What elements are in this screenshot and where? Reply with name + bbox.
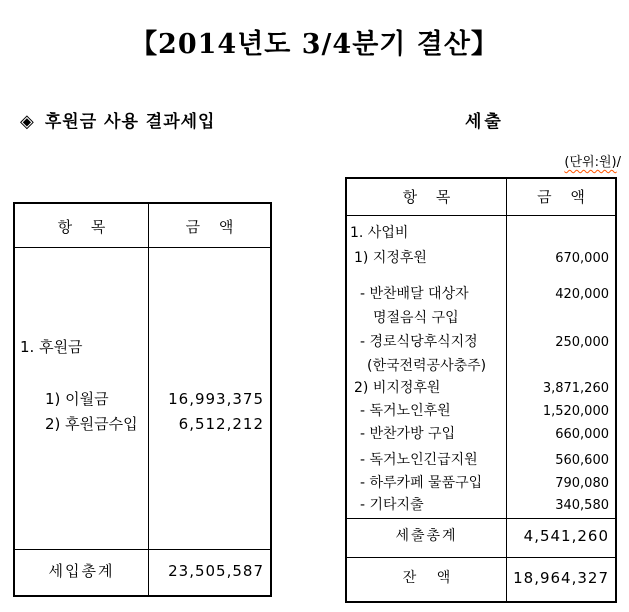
- expense-header-item: 항 목: [402, 188, 451, 206]
- unit-label-suffix: /: [616, 155, 621, 170]
- income-section-heading: [20, 107, 215, 132]
- income-header-item: 항 목: [57, 218, 106, 236]
- income-row-amount: 6,512,212: [178, 415, 264, 433]
- expense-header-amount: 금 액: [537, 188, 585, 206]
- expense-row-item: 1) 지정후원: [354, 250, 427, 266]
- expense-row-amount: 560,600: [555, 453, 609, 468]
- income-row-item: 1) 이월금: [45, 390, 109, 408]
- expense-column-divider: [506, 179, 507, 601]
- income-total-divider: [15, 549, 270, 550]
- expense-row-amount: 670,000: [555, 251, 609, 266]
- expense-total-amount: 4,541,260: [523, 527, 609, 545]
- expense-row-item: 명절음식 구입: [373, 310, 459, 326]
- expense-row-item: - 반찬배달 대상자: [360, 286, 469, 302]
- expense-header-divider: [347, 215, 615, 216]
- balance-label: 잔 액: [402, 570, 451, 586]
- expense-row-amount: 3,871,260: [542, 381, 609, 396]
- expense-row-item: 1. 사업비: [350, 225, 409, 241]
- expense-row-item: 2) 비지정후원: [354, 380, 441, 396]
- expense-section-heading: 세출: [465, 112, 504, 132]
- expense-row-item: - 기타지출: [360, 497, 424, 513]
- expense-balance-divider: [347, 557, 615, 558]
- income-header-amount: 금 액: [185, 218, 234, 236]
- income-column-divider: [148, 204, 149, 595]
- income-group-label: 1. 후원금: [20, 338, 83, 356]
- income-row-amount: 16,993,375: [168, 390, 264, 408]
- expense-row-item: (한국전력공사충주): [367, 358, 487, 374]
- balance-amount: 18,964,327: [513, 569, 609, 587]
- expense-row-item: - 독거노인후원: [360, 403, 451, 419]
- expense-row-amount: 250,000: [555, 335, 609, 350]
- expense-row-amount: 1,520,000: [542, 404, 609, 419]
- income-heading-label: 후원금 사용 결과세입: [44, 112, 216, 132]
- expense-row-amount: 420,000: [555, 287, 609, 302]
- expense-row-amount: 340,580: [555, 498, 609, 513]
- expense-row-item: - 반찬가방 구입: [360, 426, 456, 442]
- unit-label: [564, 151, 621, 170]
- income-total-amount: 23,505,587: [168, 562, 264, 580]
- page-title: 【2014년도 3/4분기 결산】: [130, 29, 499, 60]
- expense-row-amount: 660,000: [555, 427, 609, 442]
- expense-row-item: - 독거노인긴급지원: [360, 452, 478, 468]
- expense-row-amount: 790,080: [555, 476, 609, 491]
- expense-table: [345, 177, 617, 603]
- income-total-label: 세입총계: [48, 562, 115, 580]
- income-table: [13, 202, 272, 597]
- income-header-divider: [15, 247, 270, 248]
- expense-row-item: - 경로식당후식지정: [360, 334, 478, 350]
- diamond-bullet-icon: ◈: [20, 111, 35, 132]
- expense-total-label: 세출총계: [395, 528, 458, 544]
- unit-label-text: (단위:원): [564, 155, 617, 170]
- expense-total-divider: [347, 518, 615, 519]
- expense-row-item: - 하루카페 물품구입: [360, 475, 483, 491]
- income-row-item: 2) 후원금수입: [45, 415, 138, 433]
